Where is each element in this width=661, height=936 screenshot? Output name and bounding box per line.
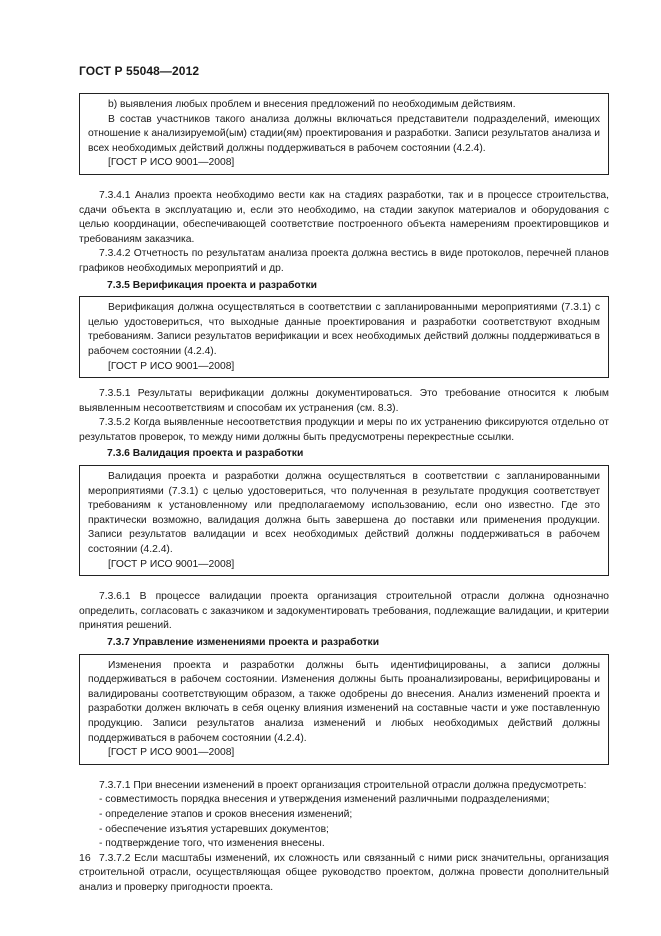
quote-box-verification [79, 296, 609, 378]
clause-7-3-7-2: 7.3.7.2 Если масштабы изменений, их сложность или связанный с ними риск значительны, организация строительной отрасли, осуществляющая общее руководство проектом, должна провести дополнительный анализ и проверку пригодности проекта. [79, 852, 609, 893]
bullet-item: - подтверждение того, что изменения внесены. [99, 838, 325, 850]
quote-box-review [79, 93, 609, 175]
clause-7-3-5-1: 7.3.5.1 Результаты верификации должны документироваться. Это требование относится к любым выявленным несоответствиям и способам их устранения (см. 8.3). [79, 388, 609, 414]
standard-reference: [ГОСТ Р ИСО 9001—2008] [108, 558, 235, 570]
quote-paragraph: Изменения проекта и разработки должны быть идентифицированы, а записи должны поддерживаться в рабочем состоянии. Изменения должны быть проанализированы, верифицированы и валидированы соответствующим образом, а также одобрены до внесения. Анализ изменений проекта и разработки должен включать в себя оценку влияния изменений на составные части и уже поставленную продукцию. Записи результатов анализа изменений и любых необходимых действий должны поддерживаться в рабочем состоянии (4.2.4). [88, 659, 600, 744]
page-number: 16 [79, 852, 91, 864]
clause-7-3-6-1: 7.3.6.1 В процессе валидации проекта организация строительной отрасли должна однозначно определить, согласовать с заказчиком и задокументировать требования, подлежащие валидации, и критерии принятия решений. [79, 591, 609, 632]
clause-7-3-4-1: 7.3.4.1 Анализ проекта необходимо вести как на стадиях разработки, так и в процессе строительства, сдачи объекта в эксплуатацию и, если это необходимо, на стадии закупок материалов и оборудования с целью координации, обеспечивающей соответствие построенного объекта намерениям проектировщиков и требованиям заказчика. [79, 189, 609, 245]
quote-paragraph: Верификация должна осуществляться в соответствии с запланированными мероприятиями (7.3.1) с целью удостовериться, что выходные данные проектирования и разработки соответствуют входным требованиям. Записи результатов верификации и всех необходимых действий должны поддерживаться в рабочем состоянии (4.2.4). [88, 302, 600, 357]
section-heading-7-3-5: 7.3.5 Верификация проекта и разработки [107, 279, 317, 291]
bullet-item: - совместимость порядка внесения и утверждения изменений различными подразделениями; [99, 794, 550, 806]
clause-7-3-5-2: 7.3.5.2 Когда выявленные несоответствия продукции и меры по их устранению фиксируются отдельно от результатов проверок, то между ними должны быть предусмотрены перекрестные ссылки. [79, 417, 609, 443]
bullet-item: - определение этапов и сроков внесения изменений; [99, 808, 353, 820]
section-heading-7-3-7: 7.3.7 Управление изменениями проекта и разработки [107, 637, 380, 648]
document-body [79, 93, 609, 896]
clause-7-3-7-1: 7.3.7.1 При внесении изменений в проект организация строительной отрасли должна предусмотреть: [99, 779, 587, 791]
quote-paragraph: В состав участников такого анализа должны включаться представители подразделений, имеющих отношение к анализируемой(ым) стадии(ям) проектирования и разработки. Записи результатов анализа и всех необходимых действий должны поддерживаться в рабочем состоянии (4.2.4). [88, 113, 600, 154]
bullet-item: - обеспечение изъятия устаревших документов; [99, 823, 329, 835]
quote-box-changes [79, 654, 609, 765]
clause-7-3-4-2: 7.3.4.2 Отчетность по результатам анализа проекта должна вестись в виде протоколов, перечней планов графиков необходимых мероприятий и др. [79, 248, 609, 274]
section-heading-7-3-6: 7.3.6 Валидация проекта и разработки [107, 448, 304, 460]
standard-reference: [ГОСТ Р ИСО 9001—2008] [108, 157, 235, 169]
quote-box-validation [79, 465, 609, 576]
standard-reference: [ГОСТ Р ИСО 9001—2008] [108, 747, 235, 759]
quote-paragraph: Валидация проекта и разработки должна осуществляться в соответствии с запланированными мероприятиями (7.3.1) с целью удостовериться, что полученная в результате продукция соответствует требованиям к установленному или предполагаемому использованию, если оно известно. Где это практически возможно, валидация должна быть завершена до поставки или применения продукции. Записи результатов валидации и всех необходимых действий должны поддерживаться в рабочем состоянии (4.2.4). [88, 471, 600, 556]
document-header: ГОСТ Р 55048—2012 [79, 64, 200, 78]
quote-paragraph: b) выявления любых проблем и внесения предложений по необходимым действиям. [108, 99, 516, 110]
standard-reference: [ГОСТ Р ИСО 9001—2008] [108, 360, 235, 372]
